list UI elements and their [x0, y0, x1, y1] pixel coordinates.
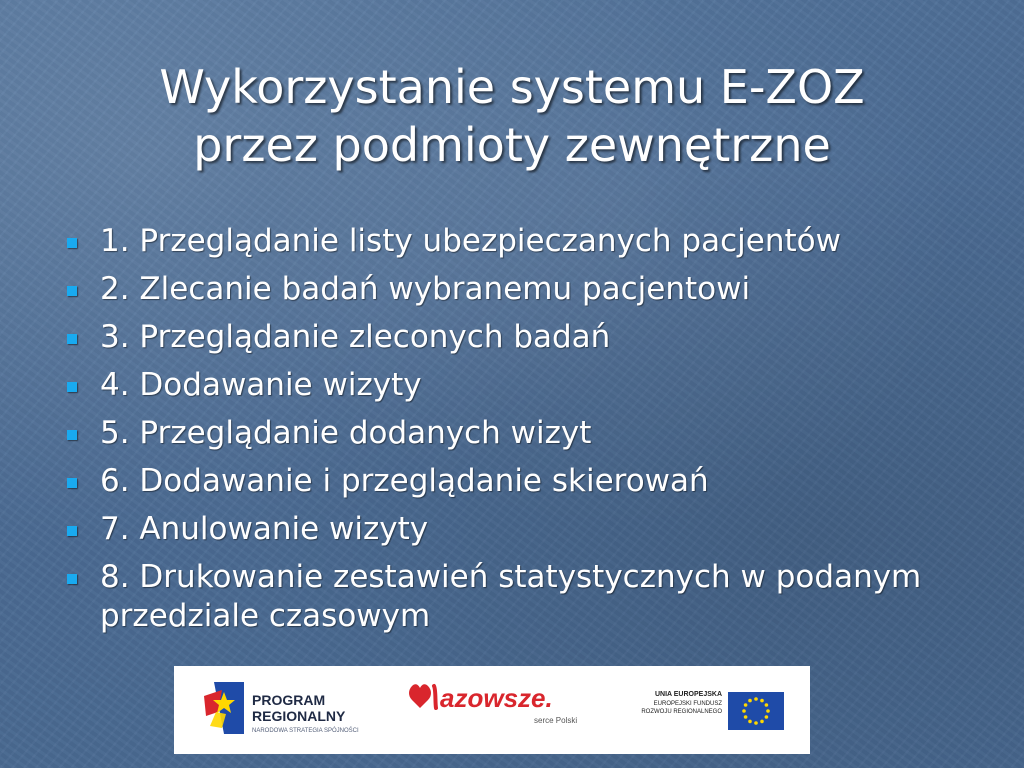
square-bullet-icon: [67, 574, 77, 584]
bullet-item: [62, 366, 992, 405]
regionalny-label: REGIONALNY: [252, 708, 346, 724]
mazowsze-wordmark: [406, 680, 596, 714]
bullet-text: 2. Zlecanie badań wybranemu pacjentowi: [100, 271, 751, 307]
bullet-item: [62, 462, 992, 501]
square-bullet-icon: [67, 286, 77, 296]
eu-fund-label-2: ROZWOJU REGIONALNEGO: [641, 709, 722, 715]
mazowsze-subtitle: serce Polski: [534, 716, 578, 725]
eu-label: UNIA EUROPEJSKA: [654, 691, 722, 698]
program-label: PROGRAM: [252, 692, 326, 708]
bullet-text: 5. Przeglądanie dodanych wizyt: [100, 415, 592, 451]
bullet-item: [62, 222, 992, 261]
bullet-text: 6. Dodawanie i przeglądanie skierowań: [100, 463, 709, 499]
program-regionalny-emblem-icon: [204, 682, 244, 734]
square-bullet-icon: [67, 478, 77, 488]
eu-flag-icon: [728, 692, 784, 730]
eu-text: [622, 690, 722, 716]
square-bullet-icon: [67, 382, 77, 392]
square-bullet-icon: [67, 238, 77, 248]
bullet-item: [62, 318, 992, 357]
bullet-text: 1. Przeglądanie listy ubezpieczanych pacjentów: [100, 223, 841, 259]
bullet-list: [62, 222, 992, 645]
bullet-item: [62, 558, 992, 636]
bullet-text: 7. Anulowanie wizyty: [100, 511, 429, 547]
bullet-item: [62, 414, 992, 453]
eu-fund-label: EUROPEJSKI FUNDUSZ: [653, 701, 722, 707]
square-bullet-icon: [67, 526, 77, 536]
bullet-text: 4. Dodawanie wizyty: [100, 367, 422, 403]
bullet-text: 3. Przeglądanie zleconych badań: [100, 319, 611, 355]
slide-title: [0, 58, 1024, 174]
square-bullet-icon: [67, 430, 77, 440]
bullet-item: [62, 510, 992, 549]
square-bullet-icon: [67, 334, 77, 344]
svg-text:azowsze.: azowsze.: [440, 683, 553, 713]
program-regionalny-logo: [204, 678, 404, 740]
title-line-1: Wykorzystanie systemu E-ZOZ: [159, 60, 865, 114]
mazowsze-logo: [406, 680, 596, 742]
logo-strip: [174, 666, 810, 754]
strategy-label: NARODOWA STRATEGIA SPÓJNOŚCI: [252, 728, 359, 734]
bullet-text: 8. Drukowanie zestawień statystycznych w podanym przedziale czasowym: [100, 559, 922, 634]
bullet-item: [62, 270, 992, 309]
eu-logo: [622, 690, 798, 734]
title-line-2: przez podmioty zewnętrzne: [193, 118, 831, 172]
